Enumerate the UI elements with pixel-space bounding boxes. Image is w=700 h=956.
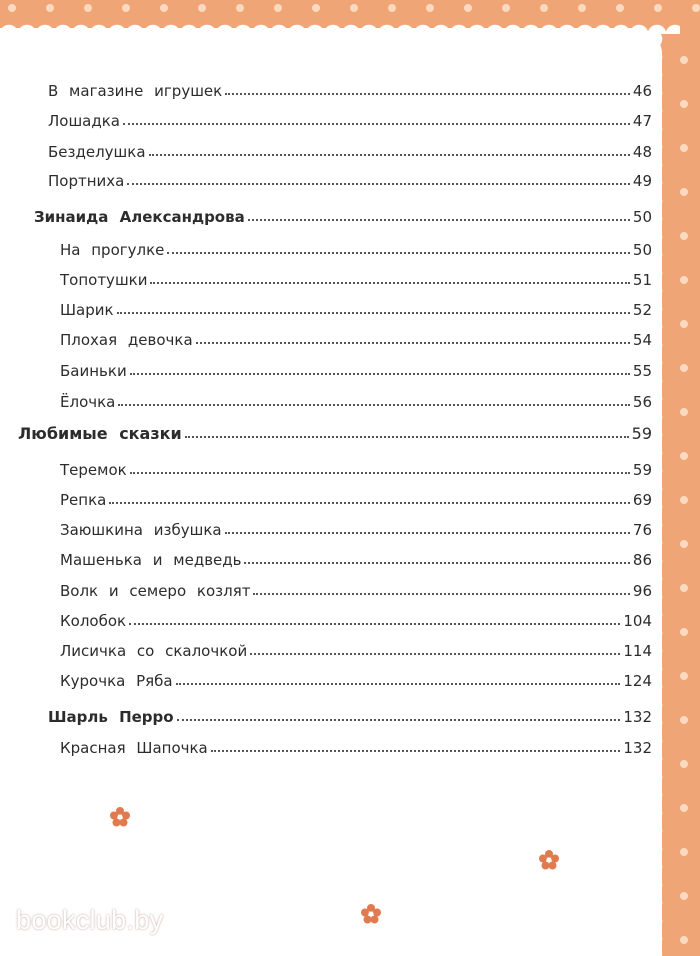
- toc-title: Волк и семеро козлят: [60, 582, 251, 600]
- toc-title: Шарль Перро: [48, 708, 174, 726]
- toc-page-number: 56: [632, 393, 652, 411]
- toc-page-number: 132: [623, 708, 652, 726]
- toc-leader-dots: [117, 312, 630, 314]
- toc-leader-dots: [109, 502, 630, 504]
- toc-page-number: 55: [632, 362, 652, 380]
- toc-page-number: 59: [632, 461, 652, 479]
- toc-entry[interactable]: [60, 487, 652, 509]
- toc-title: Безделушка: [48, 143, 146, 161]
- toc-title: На прогулке: [60, 241, 165, 259]
- toc-page-number: 76: [632, 521, 652, 539]
- toc-leader-dots: [250, 653, 620, 655]
- toc-title: Лошадка: [48, 112, 120, 130]
- toc-page-number: 49: [632, 172, 652, 190]
- toc-entry[interactable]: [60, 237, 652, 259]
- toc-page-number: 50: [632, 208, 652, 226]
- toc-title: Лисичка со скалочкой: [60, 642, 248, 660]
- toc-leader-dots: [225, 532, 630, 534]
- toc-page-number: 48: [632, 143, 652, 161]
- toc-leader-dots: [130, 472, 630, 474]
- toc-title: Любимые сказки: [18, 424, 182, 443]
- toc-page-number: 86: [632, 551, 652, 569]
- toc-title: Курочка Ряба: [60, 672, 173, 690]
- toc-entry[interactable]: [48, 168, 652, 190]
- toc-leader-dots: [129, 623, 620, 625]
- toc-title: Зинаида Александрова: [34, 208, 245, 226]
- toc-title: Теремок: [60, 461, 127, 479]
- toc-leader-dots: [248, 219, 630, 221]
- toc-entry[interactable]: [60, 457, 652, 479]
- toc-entry[interactable]: [60, 608, 652, 630]
- toc-page-number: 104: [623, 612, 652, 630]
- toc-leader-dots: [118, 404, 630, 406]
- toc-leader-dots: [225, 93, 630, 95]
- toc-author-entry[interactable]: [34, 204, 652, 226]
- toc-page-number: 46: [632, 82, 652, 100]
- toc-author-entry[interactable]: [48, 704, 652, 726]
- flower-icon: [538, 849, 560, 871]
- toc-entry[interactable]: [48, 78, 652, 100]
- toc-leader-dots: [185, 436, 629, 438]
- toc-page-number: 59: [631, 424, 652, 443]
- toc-page-number: 132: [623, 739, 652, 757]
- toc-page-number: 50: [632, 241, 652, 259]
- toc-leader-dots: [211, 750, 621, 752]
- toc-entry[interactable]: [60, 578, 652, 600]
- toc-entry[interactable]: [60, 297, 652, 319]
- toc-page-number: 96: [632, 582, 652, 600]
- toc-title: Репка: [60, 491, 107, 509]
- toc-page-number: 52: [632, 301, 652, 319]
- toc-page-number: 69: [632, 491, 652, 509]
- toc-entry[interactable]: [60, 327, 652, 349]
- toc-entry[interactable]: [48, 108, 652, 130]
- toc-title: Топотушки: [60, 271, 148, 289]
- toc-entry[interactable]: [60, 735, 652, 757]
- flower-icon: [109, 806, 131, 828]
- toc-title: В магазине игрушек: [48, 82, 223, 100]
- toc-title: Портниха: [48, 172, 125, 190]
- toc-leader-dots: [150, 282, 629, 284]
- toc-entry[interactable]: [60, 389, 652, 411]
- toc-leader-dots: [127, 183, 630, 185]
- toc-title: Колобок: [60, 612, 127, 630]
- toc-leader-dots: [244, 562, 629, 564]
- toc-entry[interactable]: [60, 668, 652, 690]
- toc-page-number: 114: [623, 642, 652, 660]
- toc-title: Шарик: [60, 301, 114, 319]
- toc-page-number: 124: [623, 672, 652, 690]
- toc-title: Плохая девочка: [60, 331, 193, 349]
- toc-title: Машенька и медведь: [60, 551, 242, 569]
- toc-page-number: 47: [632, 112, 652, 130]
- toc-page-number: 54: [632, 331, 652, 349]
- toc-entry[interactable]: [60, 638, 652, 660]
- toc-leader-dots: [149, 154, 630, 156]
- toc-title: Ёлочка: [60, 393, 116, 411]
- watermark-text: bookclub.by: [16, 905, 164, 935]
- toc-leader-dots: [177, 719, 621, 721]
- toc-entry[interactable]: [60, 358, 652, 380]
- toc-entry[interactable]: [48, 139, 652, 161]
- toc-leader-dots: [176, 683, 621, 685]
- toc-entry[interactable]: [60, 267, 652, 289]
- toc-title: Заюшкина избушка: [60, 521, 222, 539]
- toc-entry[interactable]: [60, 517, 652, 539]
- toc-leader-dots: [123, 123, 630, 125]
- toc-section-entry[interactable]: [18, 421, 652, 443]
- toc-leader-dots: [167, 252, 630, 254]
- toc-leader-dots: [130, 373, 630, 375]
- toc-leader-dots: [196, 342, 630, 344]
- toc-title: Красная Шапочка: [60, 739, 208, 757]
- flower-icon: [360, 903, 382, 925]
- toc-leader-dots: [253, 593, 629, 595]
- toc-entry[interactable]: [60, 547, 652, 569]
- toc-page-number: 51: [632, 271, 652, 289]
- toc-title: Баиньки: [60, 362, 127, 380]
